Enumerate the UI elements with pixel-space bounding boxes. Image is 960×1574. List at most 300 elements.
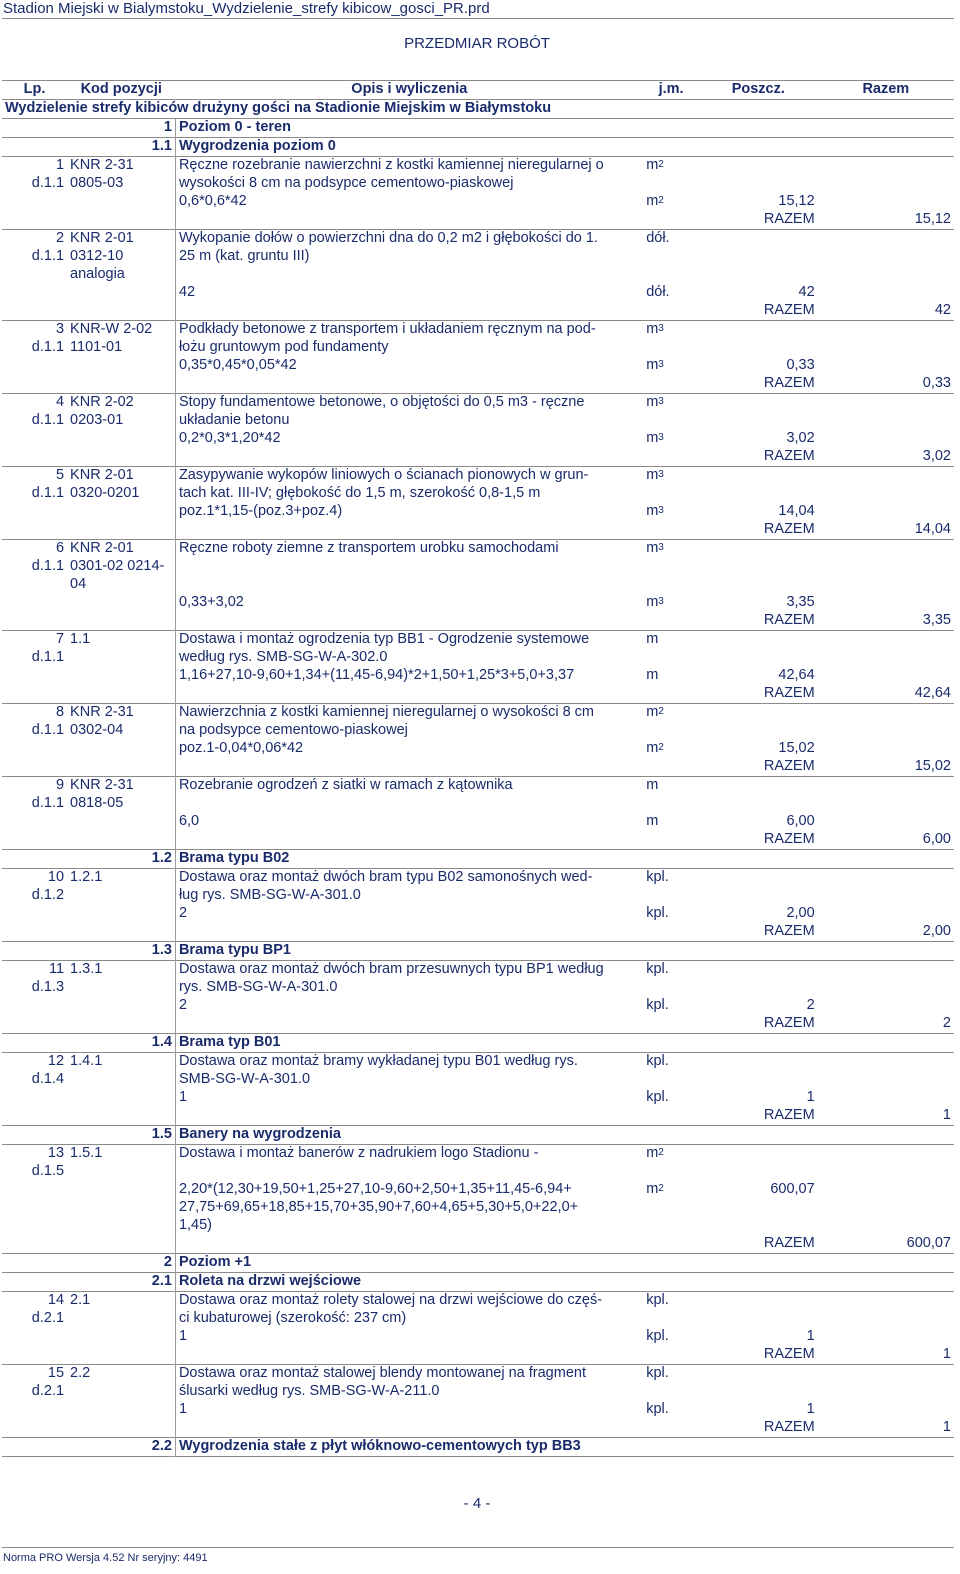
column-header-kod: Kod pozycji — [67, 81, 175, 100]
total-value: 6,00 — [922, 831, 951, 847]
section-row — [2, 100, 954, 119]
calc-unit: m — [646, 813, 659, 829]
item-description-2: łożu gruntowym pod fundamenty — [175, 339, 643, 357]
item-description: Stopy fundamentowe betonowe, o objętości do 0,5 m3 - ręczne — [175, 394, 643, 413]
calc-unit: kpl. — [646, 1328, 669, 1344]
item-empty — [818, 1401, 954, 1419]
total-label: RAZEM — [763, 521, 815, 537]
item-lp-ref: d.1.1 — [31, 339, 65, 355]
item-empty — [67, 357, 175, 375]
item-empty — [2, 375, 67, 394]
item-empty — [699, 266, 818, 284]
calc-row — [2, 357, 954, 375]
item-empty — [818, 961, 954, 980]
item-row — [2, 157, 954, 176]
subsection-row — [2, 850, 954, 869]
calc-formula: 42 — [175, 284, 643, 302]
item-empty — [643, 266, 699, 284]
item-description: Zasypywanie wykopów liniowych o ścianach pionowych w grun- — [175, 467, 643, 486]
item-empty — [818, 576, 954, 594]
item-description: Dostawa oraz montaż rolety stalowej na drzwi wejściowe do częś- — [175, 1292, 643, 1311]
item-description-2: ci kubaturowej (szerokość: 237 cm) — [175, 1310, 643, 1328]
item-empty — [643, 448, 699, 467]
item-code-2 — [67, 649, 175, 667]
item-row — [2, 467, 954, 486]
item-empty — [818, 284, 954, 302]
item-row-cont — [2, 339, 954, 357]
calc-formula: 2 — [175, 905, 643, 923]
item-row-cont — [2, 1383, 954, 1401]
item-empty — [699, 887, 818, 905]
item-empty — [818, 649, 954, 667]
item-empty — [175, 448, 643, 467]
item-empty — [67, 923, 175, 942]
item-empty — [67, 375, 175, 394]
calc-row — [2, 1181, 954, 1199]
item-empty — [818, 1383, 954, 1401]
item-description-2: ślusarki według rys. SMB-SG-W-A-211.0 — [175, 1383, 643, 1401]
table-header-row — [2, 81, 954, 100]
item-description-2: rys. SMB-SG-W-A-301.0 — [175, 979, 643, 997]
item-empty — [818, 887, 954, 905]
total-value: 14,04 — [914, 521, 951, 537]
item-row-cont — [2, 175, 954, 193]
total-value: 0,33 — [922, 375, 951, 391]
calc-formula: 2,20*(12,30+19,50+1,25+27,10-9,60+2,50+1,35+11,45-6,94+ — [175, 1181, 643, 1199]
item-description: Podkłady betonowe z transportem i układaniem ręcznym na pod- — [175, 321, 643, 340]
item-empty — [2, 503, 67, 521]
item-lp-ref: d.1.1 — [31, 795, 65, 811]
item-empty — [818, 467, 954, 486]
calc-unit: $m^2$ — [646, 193, 664, 209]
item-empty — [818, 248, 954, 266]
total-label: RAZEM — [763, 923, 815, 939]
item-empty — [643, 175, 699, 193]
item-unit: kpl. — [643, 869, 699, 888]
item-empty — [2, 521, 67, 540]
item-empty — [818, 394, 954, 413]
item-row-cont — [2, 979, 954, 997]
item-empty — [2, 997, 67, 1015]
item-empty — [175, 1235, 643, 1254]
item-empty — [67, 667, 175, 685]
item-row — [2, 1145, 954, 1164]
item-row-cont — [2, 576, 954, 594]
calc-formula: 1,45) — [175, 1217, 643, 1235]
calc-row — [2, 193, 954, 211]
column-header-poszcz: Poszcz. — [699, 81, 818, 100]
item-description: Nawierzchnia z kostki kamiennej nieregularnej o wysokości 8 cm — [175, 704, 643, 723]
item-empty — [818, 357, 954, 375]
total-value: 3,02 — [922, 448, 951, 464]
item-description: Dostawa oraz montaż bramy wykładanej typu B01 według rys. — [175, 1053, 643, 1072]
subsection-title: Brama typu BP1 — [175, 942, 954, 961]
subsection-row — [2, 1126, 954, 1145]
item-empty — [818, 869, 954, 888]
calc-row — [2, 430, 954, 448]
item-empty — [643, 521, 699, 540]
item-empty — [2, 1401, 67, 1419]
item-empty — [643, 302, 699, 321]
total-row — [2, 685, 954, 704]
item-empty — [2, 284, 67, 302]
calc-formula: 0,35*0,45*0,05*42 — [175, 357, 643, 375]
item-empty — [67, 612, 175, 631]
calc-row — [2, 1089, 954, 1107]
item-row — [2, 321, 954, 340]
item-empty — [643, 979, 699, 997]
item-row-cont — [2, 887, 954, 905]
calc-unit: m — [646, 667, 659, 683]
item-code: KNR 2-31 — [67, 704, 175, 723]
item-empty — [818, 631, 954, 650]
subsection-number: 1.2 — [2, 850, 175, 869]
item-empty — [67, 193, 175, 211]
item-code: KNR 2-01 — [67, 230, 175, 249]
item-description-2: SMB-SG-W-A-301.0 — [175, 1071, 643, 1089]
total-row — [2, 612, 954, 631]
calc-value: 2 — [806, 997, 815, 1013]
subsection-row — [2, 1438, 954, 1457]
item-lp: 9 — [2, 777, 67, 796]
item-row-cont — [2, 248, 954, 266]
subsection-title: Brama typu B02 — [175, 850, 954, 869]
file-title: Stadion Miejski w Bialymstoku_Wydzielenie_strefy kibicow_gosci_PR.prd — [3, 0, 490, 17]
total-label: RAZEM — [763, 1015, 815, 1031]
item-lp-ref: d.1.1 — [31, 558, 65, 574]
item-empty — [2, 1089, 67, 1107]
item-row-cont — [2, 722, 954, 740]
item-empty — [67, 430, 175, 448]
item-empty — [2, 758, 67, 777]
item-code: KNR 2-31 — [67, 157, 175, 176]
item-empty — [67, 302, 175, 321]
item-code-2: 0312-10 — [70, 248, 124, 264]
item-description: Ręczne roboty ziemne z transportem urobku samochodami — [175, 540, 643, 559]
item-empty — [699, 704, 818, 723]
item-lp-ref: d.1.3 — [31, 979, 65, 995]
item-empty — [67, 1346, 175, 1365]
item-row — [2, 631, 954, 650]
calc-formula: 0,6*0,6*42 — [175, 193, 643, 211]
item-code-2 — [67, 1163, 175, 1181]
item-row — [2, 394, 954, 413]
calc-unit: dół. — [646, 284, 670, 300]
item-empty — [643, 722, 699, 740]
item-empty — [699, 979, 818, 997]
total-label: RAZEM — [763, 1419, 815, 1435]
item-unit: $m^2$ — [643, 1145, 699, 1164]
item-empty — [818, 1365, 954, 1384]
item-empty — [699, 1071, 818, 1089]
item-empty — [643, 1199, 699, 1217]
item-description: Dostawa i montaż ogrodzenia typ BB1 - Ogrodzenie systemowe — [175, 631, 643, 650]
item-code-2 — [67, 1383, 175, 1401]
item-empty — [67, 1328, 175, 1346]
item-empty — [175, 375, 643, 394]
subsection-title: Brama typ B01 — [175, 1034, 954, 1053]
item-empty — [643, 685, 699, 704]
total-row — [2, 1419, 954, 1438]
item-empty — [699, 631, 818, 650]
unit-exponent: 2 — [658, 195, 664, 206]
item-empty — [818, 558, 954, 576]
item-lp: 15 — [2, 1365, 67, 1384]
item-empty — [175, 576, 643, 594]
calc-formula: 1,16+27,10-9,60+1,34+(11,45-6,94)*2+1,50+1,25*3+5,0+3,37 — [175, 667, 643, 685]
item-code-2: 1101-01 — [70, 339, 123, 355]
item-empty — [699, 558, 818, 576]
item-empty — [175, 211, 643, 230]
calc-unit: $m^3$ — [646, 430, 664, 446]
item-unit: $m^2$ — [643, 157, 699, 176]
total-value: 2,00 — [922, 923, 951, 939]
item-empty — [643, 248, 699, 266]
total-label: RAZEM — [763, 1235, 815, 1251]
item-empty — [67, 997, 175, 1015]
item-empty — [643, 375, 699, 394]
calc-formula: 1 — [175, 1328, 643, 1346]
item-empty — [643, 1346, 699, 1365]
item-empty — [699, 175, 818, 193]
total-label: RAZEM — [763, 1346, 815, 1362]
subsection-title: Banery na wygrodzenia — [175, 1126, 954, 1145]
item-empty — [818, 777, 954, 796]
item-description-2: na podsypce cementowo-piaskowej — [175, 722, 643, 740]
item-empty — [699, 230, 818, 249]
item-empty — [818, 230, 954, 249]
item-empty — [67, 1235, 175, 1254]
subsection-row — [2, 942, 954, 961]
subsection-number: 1.3 — [2, 942, 175, 961]
calc-unit: $m^3$ — [646, 357, 664, 373]
item-empty — [67, 1181, 175, 1199]
total-label: RAZEM — [763, 375, 815, 391]
column-header-razem: Razem — [818, 81, 954, 100]
item-empty — [67, 1089, 175, 1107]
subsection-number: 1.4 — [2, 1034, 175, 1053]
item-empty — [67, 740, 175, 758]
unit-exponent: 3 — [658, 542, 664, 553]
item-row-cont — [2, 266, 954, 284]
item-empty — [2, 193, 67, 211]
item-empty — [175, 685, 643, 704]
item-empty — [643, 1217, 699, 1235]
item-empty — [699, 1217, 818, 1235]
item-code: KNR-W 2-02 — [67, 321, 175, 340]
cost-estimate-table — [2, 80, 954, 1458]
item-empty — [67, 1199, 175, 1217]
item-empty — [818, 1328, 954, 1346]
item-empty — [2, 430, 67, 448]
item-empty — [818, 193, 954, 211]
item-unit: $m^3$ — [643, 394, 699, 413]
item-empty — [2, 740, 67, 758]
item-empty — [2, 576, 67, 594]
item-lp-ref: d.1.2 — [31, 887, 65, 903]
calc-row-cont — [2, 1199, 954, 1217]
item-code: 2.1 — [67, 1292, 175, 1311]
item-code-2 — [67, 887, 175, 905]
calc-unit: $m^2$ — [646, 1181, 664, 1197]
item-empty — [818, 1292, 954, 1311]
item-lp-ref: d.1.1 — [31, 175, 65, 191]
item-code: 1.3.1 — [67, 961, 175, 980]
item-empty — [67, 448, 175, 467]
item-row — [2, 1365, 954, 1384]
item-code: 1.2.1 — [67, 869, 175, 888]
item-lp: 7 — [2, 631, 67, 650]
item-empty — [643, 1163, 699, 1181]
calc-row — [2, 740, 954, 758]
header-rule — [2, 18, 954, 19]
item-empty — [175, 1107, 643, 1126]
calc-row — [2, 667, 954, 685]
item-empty — [699, 722, 818, 740]
item-code-2: 0320-0201 — [70, 485, 140, 501]
calc-value: 0,33 — [786, 357, 815, 373]
item-lp: 3 — [2, 321, 67, 340]
item-empty — [699, 540, 818, 559]
total-label: RAZEM — [763, 685, 815, 701]
calc-formula: 2 — [175, 997, 643, 1015]
subsection-row — [2, 138, 954, 157]
total-value: 3,35 — [922, 612, 951, 628]
item-empty — [643, 887, 699, 905]
item-empty — [818, 1217, 954, 1235]
item-lp-ref: d.1.5 — [31, 1163, 65, 1179]
item-row-cont — [2, 795, 954, 813]
item-empty — [643, 758, 699, 777]
table-body — [2, 81, 954, 1459]
item-code: 1.4.1 — [67, 1053, 175, 1072]
calc-formula: poz.1*1,15-(poz.3+poz.4) — [175, 503, 643, 521]
item-empty — [2, 1235, 67, 1254]
total-value: 42,64 — [914, 685, 951, 701]
item-empty — [175, 266, 643, 284]
item-empty — [699, 321, 818, 340]
item-empty — [818, 485, 954, 503]
item-empty — [818, 997, 954, 1015]
item-unit: $m^3$ — [643, 467, 699, 486]
item-empty — [2, 1015, 67, 1034]
item-empty — [818, 503, 954, 521]
item-lp: 8 — [2, 704, 67, 723]
calc-value: 42,64 — [778, 667, 815, 683]
item-empty — [699, 248, 818, 266]
item-empty — [2, 266, 67, 284]
calc-formula: 1 — [175, 1089, 643, 1107]
subsection-number: 2.2 — [2, 1438, 175, 1457]
total-value: 1 — [942, 1419, 951, 1435]
item-empty — [175, 612, 643, 631]
subsection-title: Roleta na drzwi wejściowe — [175, 1273, 954, 1292]
total-value: 600,07 — [906, 1235, 951, 1251]
page-number: - 4 - — [463, 1495, 491, 1512]
item-empty — [643, 1015, 699, 1034]
item-unit: kpl. — [643, 961, 699, 980]
item-empty — [699, 1292, 818, 1311]
item-description-2: 25 m (kat. gruntu III) — [175, 248, 643, 266]
item-unit: $m^3$ — [643, 540, 699, 559]
table-end-rule — [2, 1457, 954, 1459]
item-empty — [699, 485, 818, 503]
item-description-2: ług rys. SMB-SG-W-A-301.0 — [175, 887, 643, 905]
unit-exponent: 2 — [658, 159, 664, 170]
item-empty — [2, 302, 67, 321]
item-row-cont — [2, 1310, 954, 1328]
item-empty — [2, 1419, 67, 1438]
item-code-2 — [67, 979, 175, 997]
item-row — [2, 1292, 954, 1311]
subsection-row — [2, 1254, 954, 1273]
item-code-2 — [67, 1310, 175, 1328]
item-empty — [818, 722, 954, 740]
item-empty — [643, 339, 699, 357]
unit-exponent: 3 — [658, 596, 664, 607]
item-empty — [67, 905, 175, 923]
item-row — [2, 961, 954, 980]
total-row — [2, 923, 954, 942]
subsection-title: Wygrodzenia stałe z płyt włóknowo-cementowych typ BB3 — [175, 1438, 954, 1457]
item-empty — [643, 1071, 699, 1089]
item-lp: 14 — [2, 1292, 67, 1311]
item-empty — [2, 448, 67, 467]
item-description-2 — [175, 795, 643, 813]
item-code: KNR 2-01 — [67, 467, 175, 486]
column-header-jm: j.m. — [643, 81, 699, 100]
calc-row — [2, 1401, 954, 1419]
item-unit: kpl. — [643, 1053, 699, 1072]
unit-exponent: 2 — [658, 1147, 664, 1158]
section-title: Wydzielenie strefy kibiców drużyny gości na Stadionie Miejskim w Białymstoku — [2, 100, 954, 119]
item-code-2 — [67, 1071, 175, 1089]
column-header-opis: Opis i wyliczenia — [175, 81, 643, 100]
calc-row-cont — [2, 1217, 954, 1235]
footer-text: Norma PRO Wersja 4.52 Nr seryjny: 4491 — [3, 1552, 208, 1564]
item-unit: m — [643, 631, 699, 650]
unit-exponent: 2 — [658, 742, 664, 753]
total-row — [2, 211, 954, 230]
item-empty — [2, 1217, 67, 1235]
item-empty — [2, 612, 67, 631]
item-description: Dostawa oraz montaż stalowej blendy montowanej na fragment — [175, 1365, 643, 1384]
item-lp: 5 — [2, 467, 67, 486]
item-empty — [2, 211, 67, 230]
item-empty — [699, 1163, 818, 1181]
item-empty — [2, 831, 67, 850]
total-value: 15,12 — [914, 211, 951, 227]
calc-unit: kpl. — [646, 1401, 669, 1417]
item-unit: m — [643, 777, 699, 796]
item-lp: 13 — [2, 1145, 67, 1164]
item-empty — [818, 667, 954, 685]
item-row-cont — [2, 1071, 954, 1089]
item-empty — [818, 266, 954, 284]
item-lp-ref: d.2.1 — [31, 1383, 65, 1399]
calc-value: 3,02 — [786, 430, 815, 446]
calc-value: 42 — [798, 284, 815, 300]
item-empty — [2, 357, 67, 375]
calc-formula: 27,75+69,65+18,85+15,70+35,90+7,60+4,65+5,30+5,0+22,0+ — [175, 1199, 643, 1217]
subsection-title: Poziom +1 — [175, 1254, 954, 1273]
subsection-row — [2, 119, 954, 138]
item-empty — [67, 284, 175, 302]
calc-value: 1 — [806, 1328, 815, 1344]
item-empty — [818, 740, 954, 758]
calc-unit: $m^3$ — [646, 594, 664, 610]
item-empty — [175, 1015, 643, 1034]
